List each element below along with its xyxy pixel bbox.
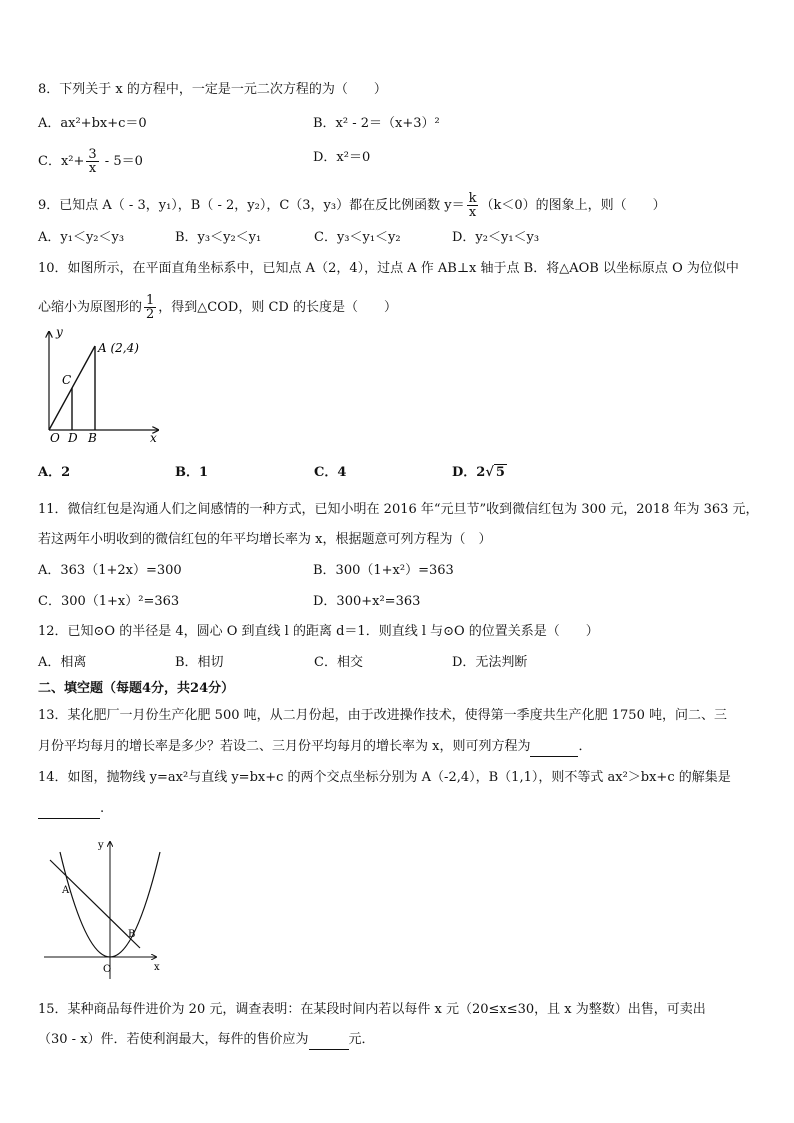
q10-option-c: C．4 [314,465,347,480]
q14-line2 [38,799,104,819]
q14-figure [40,836,170,981]
q10-label-a: A (2,4) [98,341,139,355]
q11-option-d: D．300+x²=363 [313,594,421,609]
q12-option-c: C．相交 [314,655,363,670]
q8-option-b: B．x² - 2＝（x+3）² [313,116,440,131]
q9-stem-a: 9．已知点 A（ - 3，y₁），B（ - 2，y₂），C（3，y₃）都在反比例函数 y＝ [38,198,465,213]
q9-option-b: B．y₃＜y₂＜y₁ [175,230,262,245]
q10-line2 [38,294,397,321]
q8-option-c-head: C．x²+ [38,154,85,169]
q10-line1: 10．如图所示，在平面直角坐标系中，已知点 A（2，4），过点 A 作 AB⊥x 轴于点 B．将△AOB 以坐标原点 O 为位似中 [38,261,739,276]
q15-line2-b: 元． [348,1032,375,1047]
q14-line1: 14．如图，抛物线 y=ax²与直线 y=bx+c 的两个交点坐标分别为 A（-2,4），B（1,1），则不等式 ax²＞bx+c 的解集是 [38,770,731,785]
q14-label-y: y [98,840,104,851]
q12-option-d: D．无法判断 [452,655,528,670]
q8-stem: 8．下列关于 x 的方程中，一定是一元二次方程的为（ ） [38,82,387,97]
q11-option-c: C．300（1+x）²=363 [38,594,180,609]
q10-option-d: D．2√ 5 [452,465,505,480]
q14-line2-end: . [100,801,105,816]
q13-line2 [38,737,591,757]
q10-label-c: C [62,373,72,387]
q14-answer-blank[interactable] [38,804,100,819]
q13-line1: 13．某化肥厂一月份生产化肥 500 吨，从二月份起，由于改进操作技术，使得第一季度共生产化肥 1750 吨，问二、三 [38,708,727,723]
q9-fraction [467,192,479,219]
q9-option-d: D．y₂＜y₁＜y₃ [452,230,540,245]
q11-line2: 若这两年小明收到的微信红包的年平均增长率为 x，根据题意可列方程为（ ） [38,532,492,547]
q8-option-a: A．ax²+bx+c＝0 [38,116,147,131]
q9-stem [38,192,666,219]
q10-option-a: A．2 [38,465,71,480]
q10-half-den: 2 [146,307,155,322]
q8-option-c-fraction [86,148,98,175]
q13-line2-text: 月份平均每月的增长率是多少？若设二、三月份平均每月的增长率为 x，则可列方程为 [38,739,531,754]
q11-option-b: B．300（1+x²）=363 [313,563,454,578]
q8-option-c-tail: - 5＝0 [100,154,143,169]
q13-line2-end: ． [578,739,592,754]
q12-stem: 12．已知⊙O 的半径是 4，圆心 O 到直线 l 的距离 d＝1．则直线 l 与⊙O 的位置关系是（ ） [38,624,599,639]
q9-stem-b: （k＜0）的图象上，则（ ） [480,198,666,213]
q8-option-c [38,148,143,175]
q9-option-c: C．y₃＜y₁＜y₂ [314,230,401,245]
q10-half-num: 1 [146,293,155,308]
q14-label-a: A [62,885,70,896]
q14-line [50,860,140,948]
q10-option-d-head: D．2 [452,465,486,480]
q10-line2-a: 心缩小为原图形的 [38,300,143,315]
q10-half-fraction [144,294,156,321]
q9-option-a: A．y₁＜y₂＜y₃ [38,230,125,245]
q10-label-y: y [56,326,63,339]
q15-line2-a: （30 - x）件．若使利润最大，每件的售价应为 [38,1032,309,1047]
q10-label-d: D [68,431,78,445]
q10-figure [38,326,168,446]
q9-frac-num: k [468,191,477,206]
q10-label-x: x [150,431,157,445]
q13-answer-blank[interactable] [530,742,578,757]
q14-label-b: B [128,929,136,940]
q10-option-d-root: 5 [495,465,505,480]
q10-label-o: O [50,431,60,445]
q10-line2-b: ，得到△COD，则 CD 的长度是（ ） [158,300,397,315]
q11-line1: 11．微信红包是沟通人们之间感情的一种方式，已知小明在 2016 年“元旦节”收到微信红包为 300 元，2018 年为 363 元， [38,502,759,517]
q14-label-o: O [103,964,112,975]
q8-option-d: D．x²＝0 [313,150,371,165]
q14-label-x: x [154,962,160,973]
q15-line2 [38,1030,375,1050]
q15-answer-blank[interactable] [309,1035,349,1050]
q9-frac-den: x [468,205,477,220]
q10-option-b: B．1 [175,465,209,480]
q11-option-a: A．363（1+2x）=300 [38,563,182,578]
section-two-heading: 二、填空题（每题4分，共24分） [38,681,235,696]
q12-option-a: A．相离 [38,655,87,670]
q10-label-b: B [88,431,97,445]
q12-option-b: B．相切 [175,655,224,670]
q8-frac-den: x [88,161,97,176]
q15-line1: 15．某种商品每件进价为 20 元，调查表明：在某段时间内若以每件 x 元（20≤x≤30，且 x 为整数）出售，可卖出 [38,1002,706,1017]
q8-frac-num: 3 [88,147,97,162]
